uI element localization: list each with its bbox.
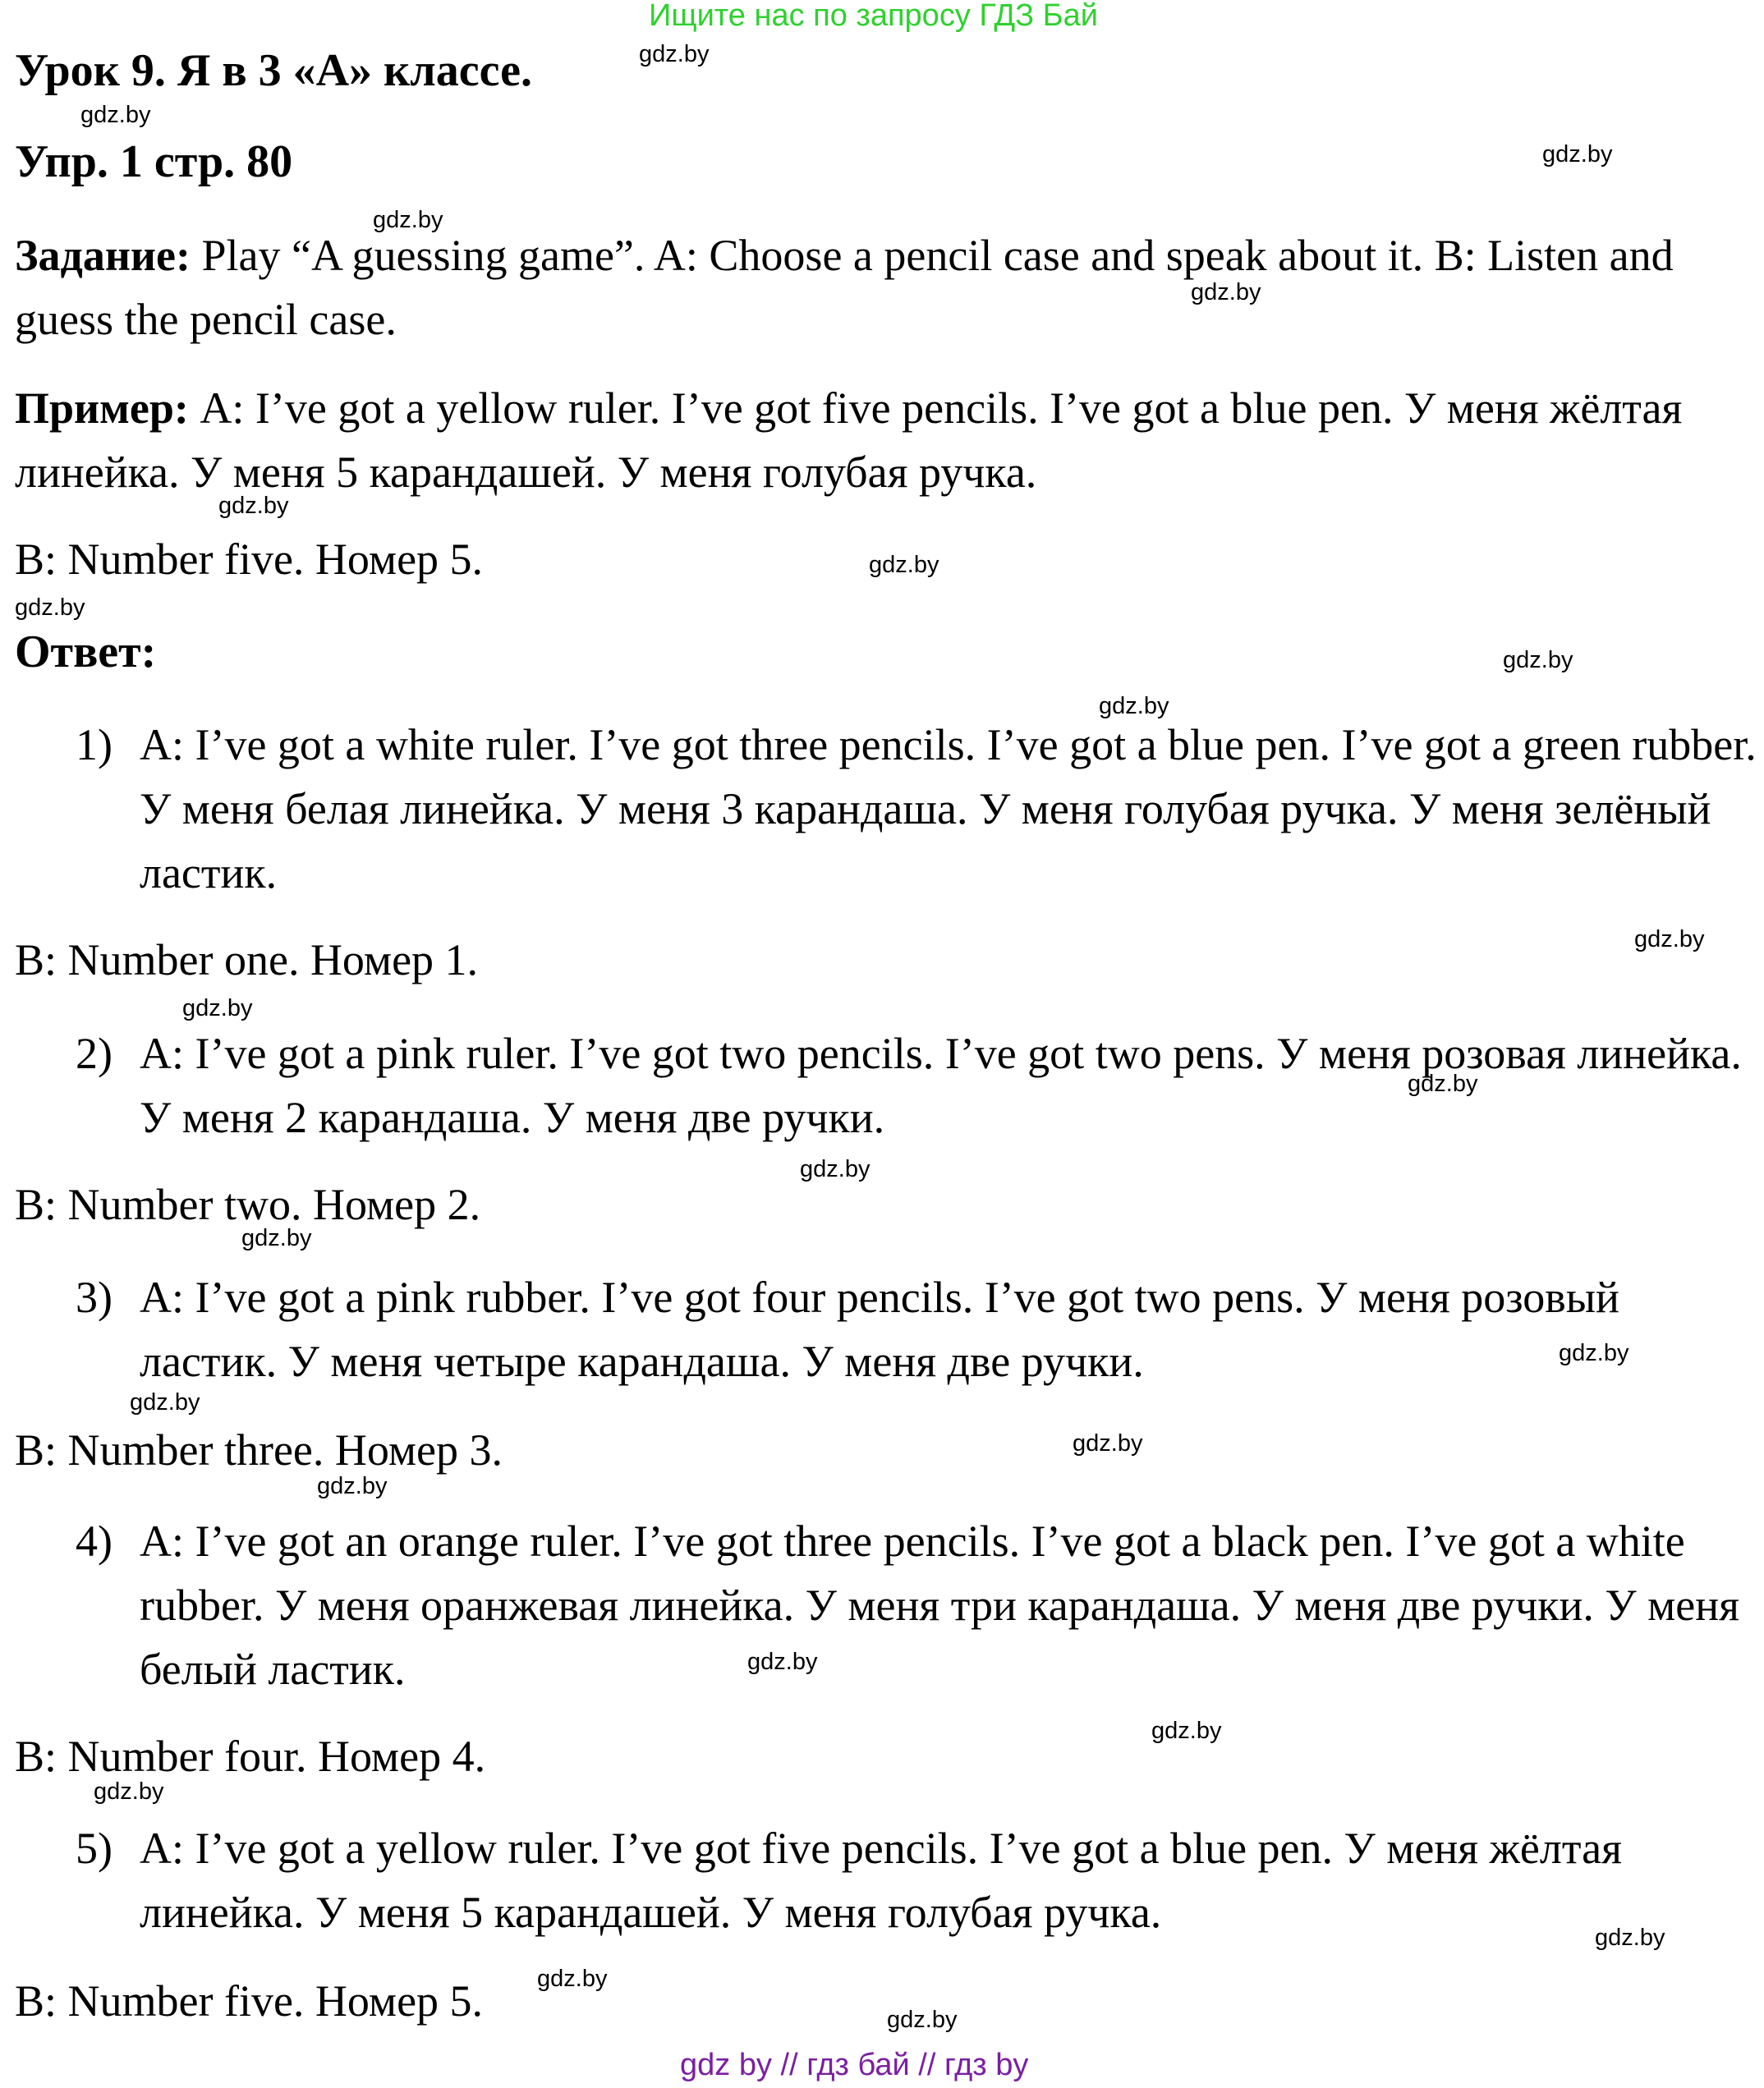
watermark: gdz.by [639, 41, 710, 67]
answer-number: 1) [76, 720, 113, 769]
example-text: A: I’ve got a yellow ruler. I’ve got five pencils. I’ve got a blue pen. У меня жёлтая линейка. У меня 5 карандашей. У меня голубая ручка. [15, 383, 1683, 497]
watermark: gdz.by [1099, 693, 1169, 719]
watermark: gdz.by [1595, 1925, 1665, 1951]
watermark: gdz.by [1542, 141, 1613, 167]
watermark: gdz.by [182, 995, 253, 1021]
watermark: gdz.by [1559, 1340, 1629, 1366]
answer-item-1 [76, 713, 1759, 905]
watermark: gdz.by [130, 1389, 200, 1416]
answer-item-4 [76, 1509, 1759, 1701]
watermark: gdz.by [747, 1649, 818, 1675]
watermark: gdz.by [317, 1473, 388, 1499]
example-paragraph [15, 376, 1748, 504]
watermark: gdz.by [94, 1778, 164, 1805]
watermark: gdz.by [1191, 279, 1261, 305]
search-banner[interactable]: Ищите нас по запросу ГДЗ Бай [649, 0, 1098, 33]
answer-text: A: I’ve got an orange ruler. I’ve got three pencils. I’ve got a black pen. I’ve got a white rubber. У меня оранжевая линейка. У меня три карандаша. У меня две ручки. У меня белый ластик. [140, 1517, 1740, 1694]
watermark: gdz.by [1151, 1718, 1222, 1744]
watermark: gdz.by [80, 102, 151, 128]
task-text: Play “A guessing game”. A: Choose a pencil case and speak about it. B: Listen and guess the pencil case. [15, 231, 1674, 344]
watermark: gdz.by [1073, 1430, 1143, 1457]
watermark: gdz.by [887, 2007, 958, 2033]
answer-label: Ответ: [15, 626, 157, 677]
watermark: gdz.by [869, 552, 939, 578]
watermark: gdz.by [218, 493, 289, 519]
task-paragraph [15, 223, 1748, 351]
answer-reply-1: B: Number one. Номер 1. [15, 935, 479, 984]
answer-reply-5: B: Number five. Номер 5. [15, 1976, 484, 2026]
answer-item-2 [76, 1021, 1759, 1150]
answer-text: A: I’ve got a yellow ruler. I’ve got five pencils. I’ve got a blue pen. У меня жёлтая линейка. У меня 5 карандашей. У меня голубая ручка. [140, 1824, 1622, 1937]
example-label: Пример: [15, 383, 189, 433]
watermark: gdz.by [537, 1966, 608, 1992]
exercise-heading: Упр. 1 стр. 80 [15, 136, 293, 187]
answer-reply-2: B: Number two. Номер 2. [15, 1180, 481, 1229]
example-reply: B: Number five. Номер 5. [15, 535, 484, 584]
watermark: gdz.by [1503, 647, 1573, 673]
answer-reply-3: B: Number three. Номер 3. [15, 1425, 503, 1475]
answer-item-3 [76, 1265, 1759, 1393]
answer-item-5 [76, 1816, 1759, 1944]
answer-text: A: I’ve got a pink rubber. I’ve got four pencils. I’ve got two pens. У меня розовый ластик. У меня четыре карандаша. У меня две ручки. [140, 1273, 1619, 1386]
answer-number: 3) [76, 1273, 113, 1322]
answer-number: 4) [76, 1517, 113, 1566]
lesson-title: Урок 9. Я в 3 «А» классе. [15, 45, 532, 96]
answer-number: 5) [76, 1824, 113, 1873]
watermark: gdz.by [1408, 1071, 1478, 1097]
watermark: gdz.by [373, 207, 443, 233]
answer-text: A: I’ve got a pink ruler. I’ve got two pencils. I’ve got two pens. У меня розовая линейка. У меня 2 карандаша. У меня две ручки. [140, 1029, 1742, 1142]
watermark: gdz.by [241, 1225, 312, 1251]
answer-reply-4: B: Number four. Номер 4. [15, 1732, 486, 1781]
watermark: gdz.by [15, 594, 85, 621]
watermark: gdz.by [1634, 926, 1705, 952]
answer-text: A: I’ve got a white ruler. I’ve got three pencils. I’ve got a blue pen. I’ve got a green rubber. У меня белая линейка. У меня 3 карандаша. У меня голубая ручка. У меня зелёный ластик. [140, 720, 1757, 897]
answer-number: 2) [76, 1029, 113, 1078]
task-label: Задание: [15, 231, 191, 280]
watermark: gdz.by [800, 1156, 871, 1182]
footer-links[interactable]: gdz by // гдз бай // гдз by [680, 2048, 1029, 2082]
